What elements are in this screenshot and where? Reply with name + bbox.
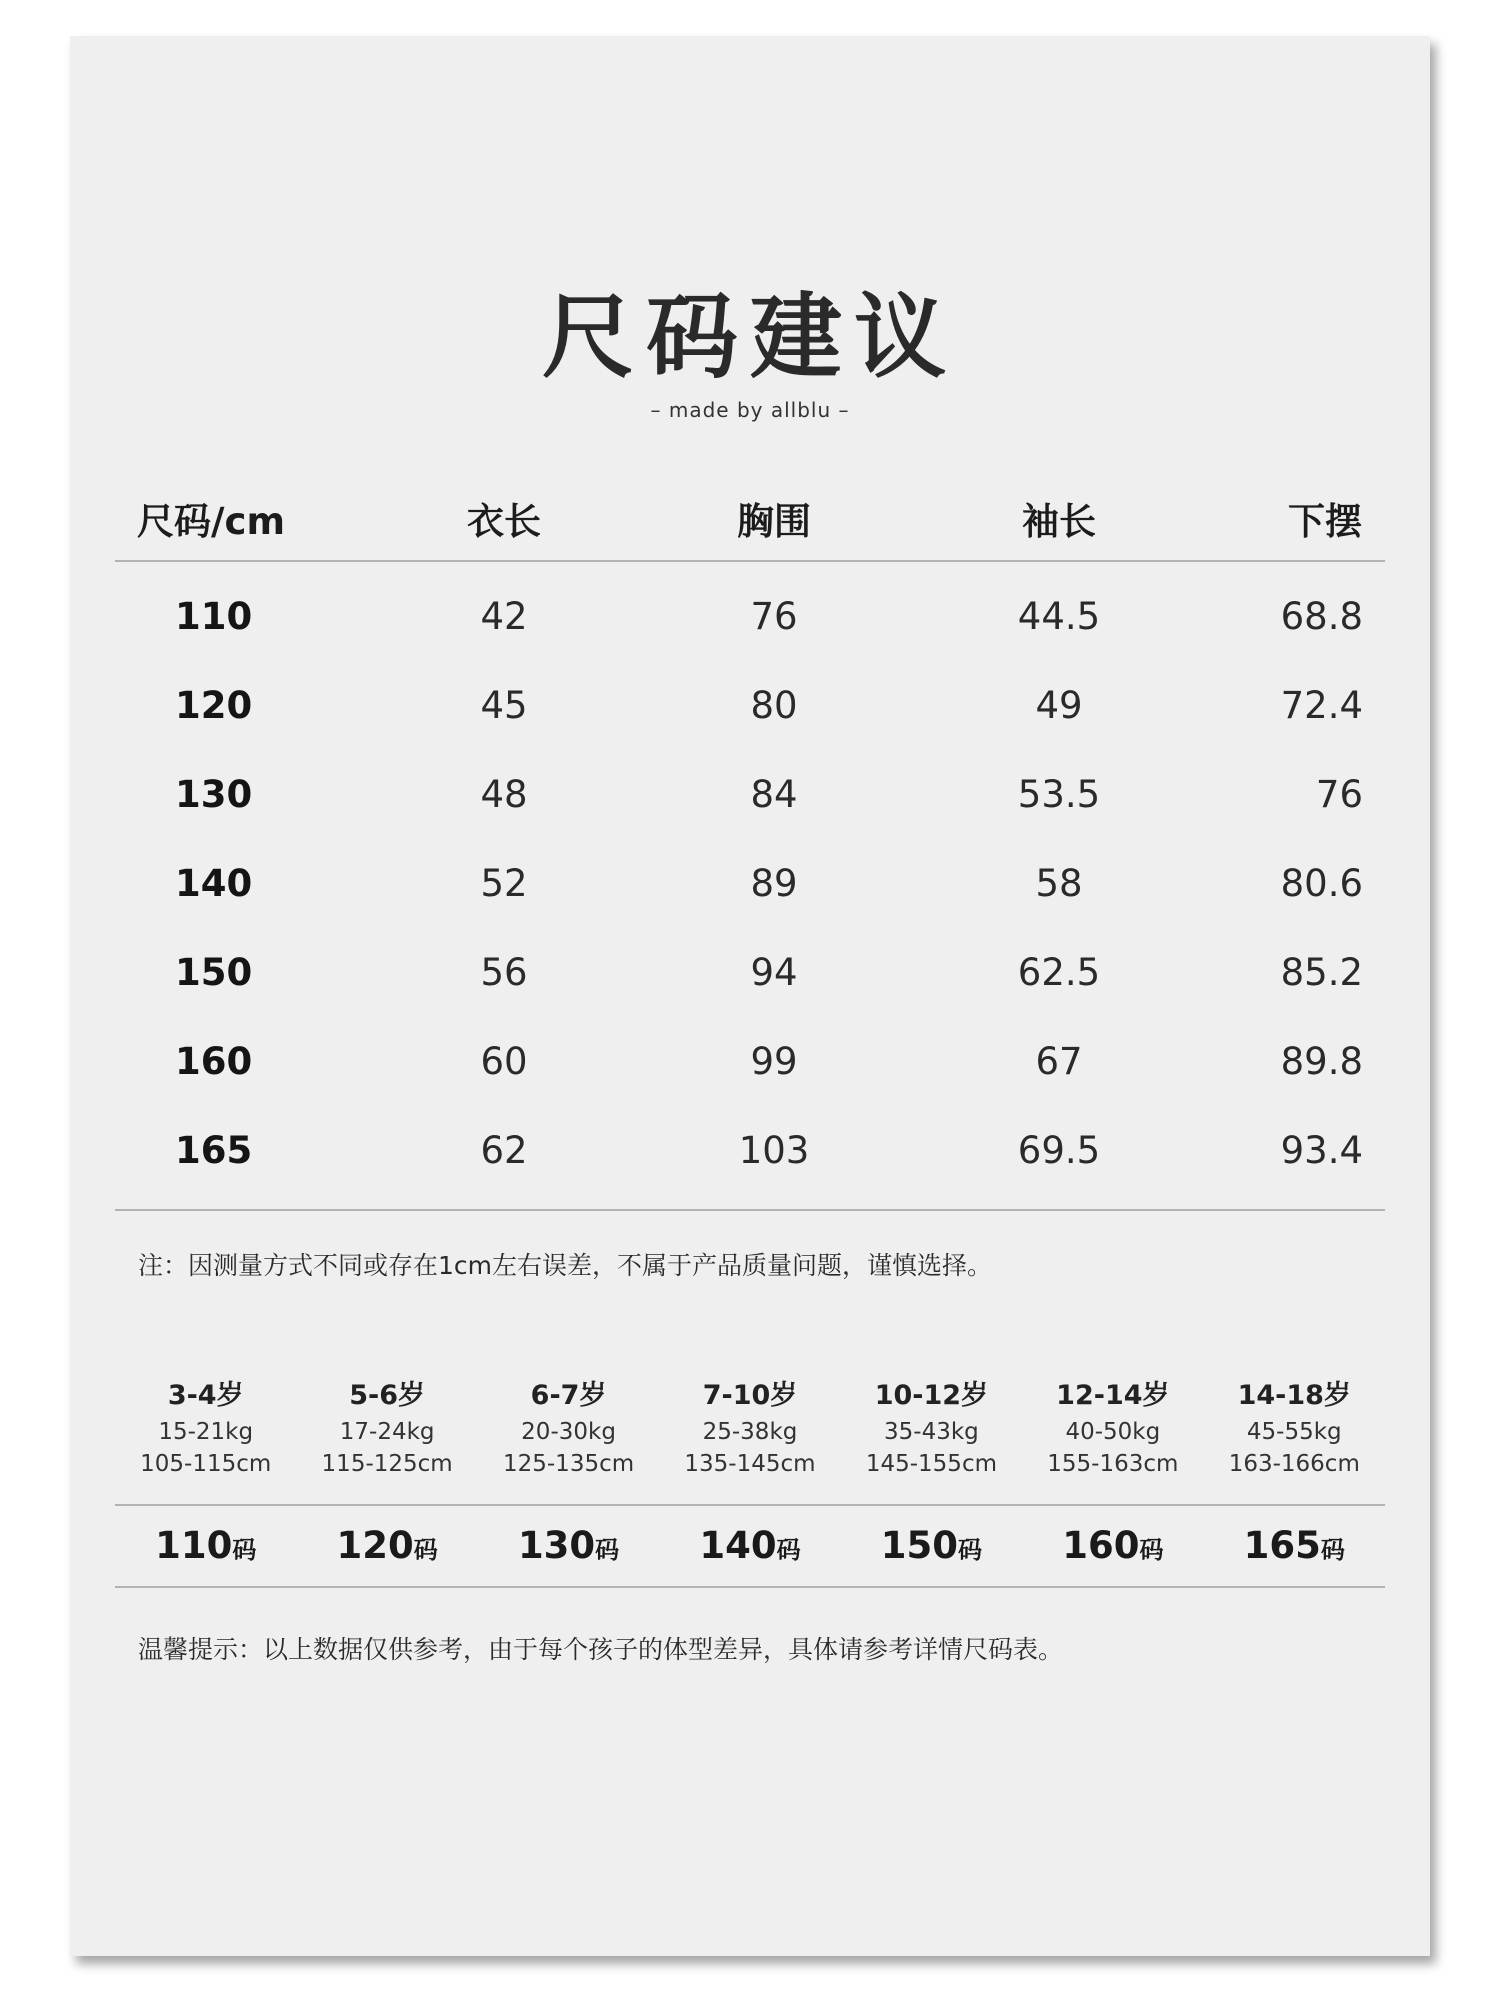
hem-cell: 72.4 [1280,684,1363,727]
warm-tip: 温馨提示：以上数据仅供参考，由于每个孩子的体型差异，具体请参考详情尺码表。 [138,1635,1064,1664]
age-column [659,1376,840,1480]
table-header-row [115,476,1385,562]
size-code-number: 120 [336,1524,414,1567]
length-cell: 45 [480,684,528,727]
measurement-note: 注：因测量方式不同或存在1cm左右误差，不属于产品质量问题，谨慎选择。 [138,1251,993,1280]
length-cell: 52 [480,862,528,905]
age-column [841,1376,1022,1480]
hem-cell: 89.8 [1280,1040,1363,1083]
weight-range: 20-30kg [521,1419,616,1445]
chest-cell: 84 [750,773,798,816]
age-label: 6-7岁 [530,1380,607,1411]
size-code-unit: 码 [232,1536,257,1564]
size-cell: 160 [175,1040,253,1083]
size-code [478,1506,659,1593]
chest-cell: 94 [750,951,798,994]
height-range: 115-125cm [321,1451,453,1477]
length-cell: 62 [480,1129,528,1172]
hem-cell: 76 [1315,773,1363,816]
size-code-number: 140 [699,1524,777,1567]
header-sleeve: 袖长 [1022,500,1096,543]
table-row [115,750,1385,839]
size-chart-card [70,36,1430,1956]
length-cell: 48 [480,773,528,816]
length-cell: 42 [480,595,528,638]
size-code-unit: 码 [413,1536,438,1564]
size-code [296,1506,477,1593]
size-cell: 110 [175,595,253,638]
sleeve-cell: 69.5 [1017,1129,1101,1172]
size-code-number: 110 [155,1524,233,1567]
length-cell: 60 [480,1040,528,1083]
size-cell: 150 [175,951,253,994]
weight-range: 45-55kg [1246,1419,1342,1445]
sleeve-cell: 58 [1035,862,1083,905]
age-label: 10-12岁 [874,1380,989,1411]
page-subtitle: – made by allblu – [650,398,850,422]
age-label: 7-10岁 [702,1380,798,1411]
weight-range: 15-21kg [158,1419,254,1445]
size-code-row [115,1506,1385,1588]
height-range: 163-166cm [1228,1451,1360,1477]
size-code-number: 150 [880,1524,959,1567]
age-label: 3-4岁 [167,1380,244,1411]
age-info-row [115,1376,1385,1506]
size-code-unit: 码 [1139,1536,1164,1564]
age-column [1204,1376,1385,1480]
size-table [115,476,1385,1211]
age-label: 12-14岁 [1056,1380,1170,1411]
size-code [841,1506,1022,1593]
sleeve-cell: 53.5 [1017,773,1101,816]
table-row [115,572,1385,661]
height-range: 135-145cm [684,1451,816,1477]
size-code-unit: 码 [776,1536,801,1564]
size-code [1204,1506,1385,1593]
sleeve-cell: 67 [1035,1040,1083,1083]
height-range: 125-135cm [502,1451,635,1477]
table-row [115,928,1385,1017]
age-column [296,1376,477,1480]
sleeve-cell: 62.5 [1017,951,1101,994]
hem-cell: 80.6 [1280,862,1363,905]
size-cell: 130 [175,773,253,816]
table-row [115,1106,1385,1195]
height-range: 145-155cm [865,1451,997,1477]
chest-cell: 80 [750,684,798,727]
sleeve-cell: 44.5 [1017,595,1101,638]
chest-cell: 99 [750,1040,798,1083]
header-length: 衣长 [467,500,541,543]
table-row [115,839,1385,928]
size-code-number: 160 [1062,1524,1140,1567]
page-title: 尺码建议 [541,284,958,391]
age-label: 5-6岁 [349,1380,426,1411]
chest-cell: 76 [750,595,798,638]
size-code-unit: 码 [958,1536,983,1564]
size-code [115,1506,296,1593]
age-column [1022,1376,1203,1480]
table-row [115,1017,1385,1106]
hem-cell: 93.4 [1280,1129,1363,1172]
size-code-unit: 码 [1320,1536,1345,1564]
weight-range: 35-43kg [884,1419,979,1445]
size-code [1022,1506,1203,1593]
age-column [478,1376,659,1480]
table-row [115,661,1385,750]
size-code-number: 130 [517,1524,596,1567]
size-code [659,1506,840,1593]
header-hem: 下摆 [1288,500,1362,543]
height-range: 105-115cm [140,1451,272,1477]
age-column [115,1376,296,1480]
chest-cell: 89 [750,862,798,905]
hem-cell: 68.8 [1280,595,1363,638]
hem-cell: 85.2 [1280,951,1363,994]
weight-range: 40-50kg [1065,1419,1161,1445]
height-range: 155-163cm [1047,1451,1179,1477]
chest-cell: 103 [738,1129,810,1172]
size-cell: 120 [175,684,253,727]
age-guide-table [115,1376,1385,1588]
size-cell: 165 [175,1129,253,1172]
size-cell: 140 [175,862,253,905]
weight-range: 25-38kg [702,1419,798,1445]
length-cell: 56 [480,951,528,994]
header-chest: 胸围 [737,500,811,543]
header-size: 尺码/cm [137,500,285,543]
table-body [115,562,1385,1211]
size-code-unit: 码 [595,1536,620,1564]
weight-range: 17-24kg [339,1419,435,1445]
size-code-number: 165 [1243,1524,1321,1567]
sleeve-cell: 49 [1035,684,1083,727]
age-label: 14-18岁 [1237,1380,1351,1411]
